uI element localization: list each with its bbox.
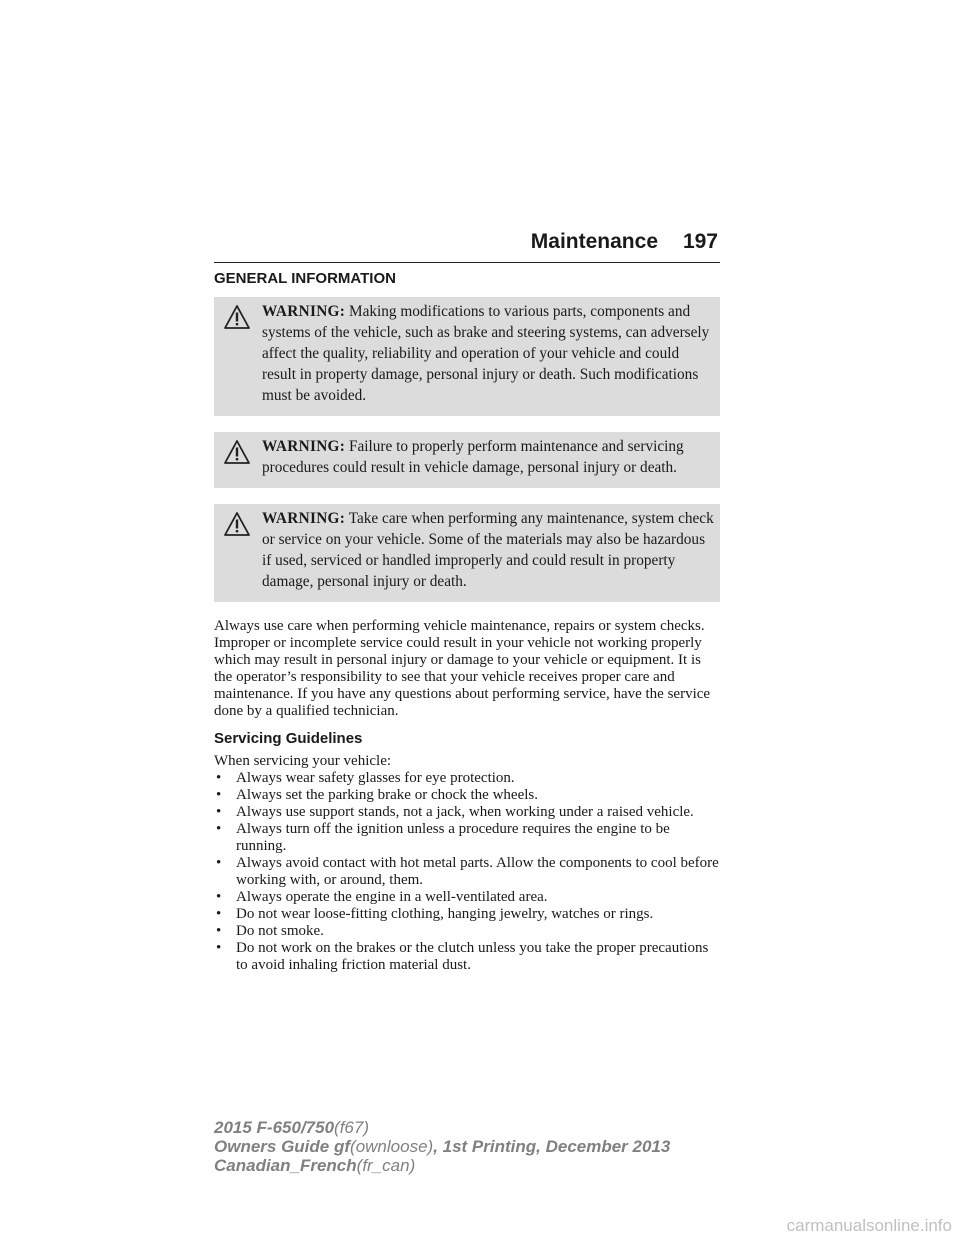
warning-triangle-icon	[224, 512, 250, 536]
list-item: • Always use support stands, not a jack, when working under a raised vehicle.	[216, 804, 694, 820]
bullet-icon: •	[216, 821, 222, 837]
bullet-icon: •	[216, 804, 222, 820]
bullet-icon: •	[216, 855, 222, 871]
subsection-title: Servicing Guidelines	[214, 730, 363, 747]
bullet-icon: •	[216, 923, 222, 939]
warning-triangle-icon	[224, 305, 250, 329]
header-title: Maintenance	[530, 230, 658, 253]
site-watermark: carmanualsonline.info	[786, 1216, 952, 1235]
warning-text-3	[220, 508, 714, 592]
list-item: • Do not work on the brakes or the clutch unless you take the proper precautions to avoid inhaling friction material dust.	[216, 940, 709, 973]
page-header	[214, 228, 720, 263]
page-content	[214, 270, 720, 974]
list-item: • Always turn off the ignition unless a procedure requires the engine to be running.	[216, 821, 670, 854]
bullet-icon: •	[216, 906, 222, 922]
warning-body: Take care when performing any maintenance, system check or service on your vehicle. Some of the materials may also be hazardous if used, serviced or handled improperly and could result in property damage, personal injury or death.	[262, 510, 714, 590]
list-item: • Always operate the engine in a well-ventilated area.	[216, 889, 548, 905]
list-item: • Do not smoke.	[216, 923, 324, 939]
warning-body: Making modifications to various parts, components and systems of the vehicle, such as brake and steering systems, can adversely affect the quality, reliability and operation of your vehicle and could result in property damage, personal injury or death. Such modifications must be avoided.	[262, 303, 710, 404]
guidelines-lead: When servicing your vehicle:	[214, 753, 392, 769]
intro-paragraph: Always use care when performing vehicle maintenance, repairs or system checks. Improper or incomplete service could result in your vehicle not working properly which may result in personal injury or damage to your vehicle or equipment. It is the operator’s responsibility to see that your vehicle receives proper care and maintenance. If you have any questions about performing service, have the service done by a qualified technician.	[214, 618, 711, 719]
list-item: • Do not wear loose-fitting clothing, hanging jewelry, watches or rings.	[216, 906, 654, 922]
warning-text-2	[220, 436, 714, 478]
warning-box-2	[214, 432, 720, 488]
warning-text-1	[220, 301, 714, 406]
guidelines-list	[214, 770, 720, 974]
footer-line-1: 2015 F-650/750(f67)	[214, 1118, 370, 1137]
warning-body: Failure to properly perform maintenance and servicing procedures could result in vehicle damage, personal injury or death.	[262, 438, 684, 476]
list-item: • Always wear safety glasses for eye protection.	[216, 770, 515, 786]
bullet-icon: •	[216, 940, 222, 956]
section-title: GENERAL INFORMATION	[214, 270, 396, 287]
page-number: 197	[682, 230, 718, 253]
warning-label: WARNING:	[262, 303, 346, 320]
bullet-icon: •	[216, 787, 222, 803]
bullet-icon: •	[216, 889, 222, 905]
list-item: • Always set the parking brake or chock the wheels.	[216, 787, 538, 803]
print-footer	[214, 1118, 734, 1175]
warning-box-1	[214, 297, 720, 416]
list-item: • Always avoid contact with hot metal parts. Allow the components to cool before working with, or around, them.	[216, 855, 719, 888]
warning-triangle-icon	[224, 440, 250, 464]
warning-label: WARNING:	[262, 510, 346, 527]
footer-line-3: Canadian_French(fr_can)	[214, 1156, 416, 1175]
footer-line-2: Owners Guide gf(ownloose), 1st Printing, December 2013	[214, 1137, 671, 1156]
warning-label: WARNING:	[262, 438, 346, 455]
warning-box-3	[214, 504, 720, 602]
bullet-icon: •	[216, 770, 222, 786]
